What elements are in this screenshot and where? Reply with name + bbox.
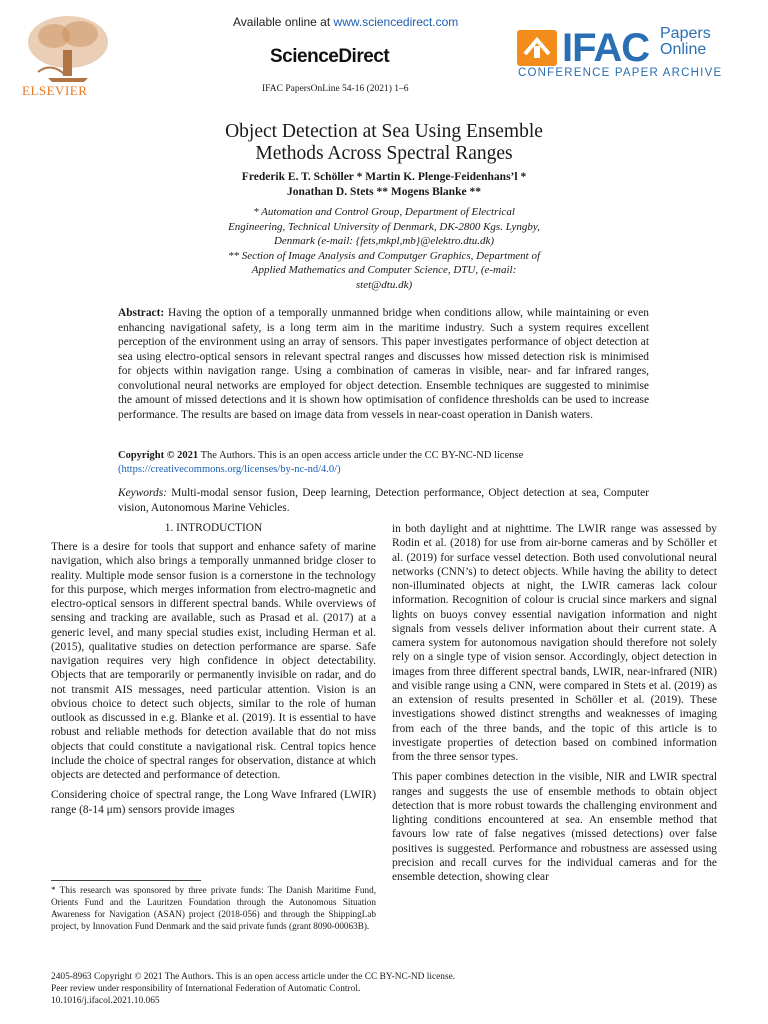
ifac-logo-text: IFAC — [562, 26, 650, 70]
left-column — [51, 540, 376, 823]
paragraph: in both daylight and at nighttime. The LWIR range was assessed by Rodin et al. (2018) for use from air-borne cameras and by Schöller et al. (2019) for surface vessel detection. Both used convolutional neural networks (CNN’s) to detect objects. While having the ability to detect non-illuminated objects at night, the LWIR cameras lack colour information. Recognition of colour is crucial since markers and signal lights on buoys convey essential navigation information and night signals from vessels deliver information about their current state. A camera system for autonomous navigation should therefore not solely rely on a single type of vision sensor. Accordingly, object detection in images from three different spectral bands, LWIR, near-infrared (NIR) and visible range using a CNN, were compared in Stets et al. (2019) as an extension of results presented in Schöller et al. (2019). These investigations showed distinct strengths and weaknesses of imaging from each of the three bands, and the topic of this article is to investigate properties of detection based on combined information from the three sensor types. — [392, 523, 717, 763]
affiliations: * Automation and Control Group, Department of Electrical Engineering, Technical University of Denmark, DK-2800 Kgs. Lyngby, Denmark (e-mail: {fets,mkpl,mb}@elektro.dtu.dk) ** Section of Image Analysis and Computger Graphics, Department of Applied Mathematics and Computer Science, DTU, (e-mail: stet@dtu.dk) — [227, 206, 541, 291]
copyright-notice: Copyright © 2021 The Authors. This is an open access article under the CC BY-NC-ND license (https://creativecommons.org/licenses/by-nc-nd/4.0/) — [118, 450, 524, 475]
conference-archive-label: CONFERENCE PAPER ARCHIVE — [518, 67, 723, 79]
section-heading: 1. INTRODUCTION — [164, 522, 263, 534]
paper-title: Object Detection at Sea Using Ensemble Methods Across Spectral Ranges — [225, 121, 543, 164]
page-footer: 2405-8963 Copyright © 2021 The Authors. This is an open access article under the CC BY-NC-ND license. Peer review under responsibility of International Federation of Automatic Control. 10.1016/j.ifacol.2021.10.065 — [51, 972, 456, 1006]
ifac-emblem-icon — [517, 30, 557, 66]
keywords: Keywords: Multi-modal sensor fusion, Deep learning, Detection performance, Object detection at sea, Computer vision, Autonomous Marine Vehicles. — [118, 487, 649, 514]
abstract-text: Having the option of a temporally unmanned bridge when conditions allow, while maintaining or even enhancing navigational safety, is a long term aim in the maritime industry. Such a system requires excellent perception of the environment using an array of sensors. This paper investigates performance of object detection at sea using electro-optical sensors in relevant spectral ranges and discusses how missed detection risk is minimised for objects within navigation range. Using a combination of cameras in visible, near- and far infrared ranges, convolutional neural networks are employed for object detection. Ensemble techniques are suggested to minimise the amount of missed detections and it is shown how optimisation of confidence thresholds can be used to increase performance. The results are based on image data from vessels in near-coast operation in Danish waters. — [118, 307, 649, 421]
elsevier-wordmark: ELSEVIER — [22, 83, 88, 98]
paragraph: Considering choice of spectral range, the Long Wave Infrared (LWIR) range (8-14 μm) sensors provide images — [51, 789, 376, 816]
paragraph: There is a desire for tools that support and enhance safety of marine navigation, which also brings a temporally unmanned bridge closer to reality. Multiple mode sensor fusion is a cornerstone in the technology for this purpose, which merges information from electro-magnetic and electro-optical sensors in different spectral bands. While overviews of sensing and tracking are available, such as Prasad et al. (2017) at a generic level, and many special studies exist, including Herman et al. (2015), qualitative studies on detection performance are sparse. Safe navigation requires very high confidence in object detectability. Objects that are temporarily or permanently invisible on radar, and do not transmit AIS messages, need particular attention. Vision is an obvious choice to detect such objects, similar to the role of human outlook as discussed in e.g. Blanke et al. (2019). It is essential to have robust and reliable methods for detection available that do not miss objects that could constitute a navigational risk. Central topics hence include the choice of spectral ranges for observation, distance at which objects are detected and performance of detection. — [51, 541, 376, 781]
journal-reference: IFAC PapersOnLine 54-16 (2021) 1–6 — [262, 84, 409, 94]
footnote-divider — [51, 880, 201, 881]
right-column — [392, 522, 717, 890]
paragraph: This paper combines detection in the visible, NIR and LWIR spectral ranges and suggests the use of ensemble methods to obtain object detection that is more robust towards the challenging environment and lighting conditions encountered at sea. An ensemble method that favours low rate of false negatives (missed detections) over false positives is suggested. Performance and robustness are assessed using precision and recall curves for the individual cameras and for the ensemble detection, showing clear — [392, 771, 717, 883]
available-online: Available online at www.sciencedirect.com — [233, 15, 459, 29]
license-link[interactable]: (https://creativecommons.org/licenses/by-nc-nd/4.0/) — [118, 463, 341, 475]
funding-footnote: * This research was sponsored by three private funds: The Danish Maritime Fund, Orients Fund and the Lauritzen Foundation through the Autonomous Situation Awareness for Navigation (ASAN) project (2018-056) and through the ShippingLab project, by Innovation Fund Denmark and the said private funds (grant 8090-00063B). — [51, 885, 376, 931]
abstract — [118, 306, 649, 422]
sciencedirect-link[interactable]: www.sciencedirect.com — [333, 15, 459, 29]
abstract-label: Abstract: — [118, 307, 165, 319]
sciencedirect-wordmark: ScienceDirect — [270, 46, 390, 67]
keywords-label: Keywords: — [118, 487, 167, 499]
papers-online-label: Papers Online — [660, 25, 711, 58]
author-list: Frederik E. T. Schöller * Martin K. Plenge-Feidenhans’l * Jonathan D. Stets ** Mogens Blanke ** — [241, 171, 527, 198]
